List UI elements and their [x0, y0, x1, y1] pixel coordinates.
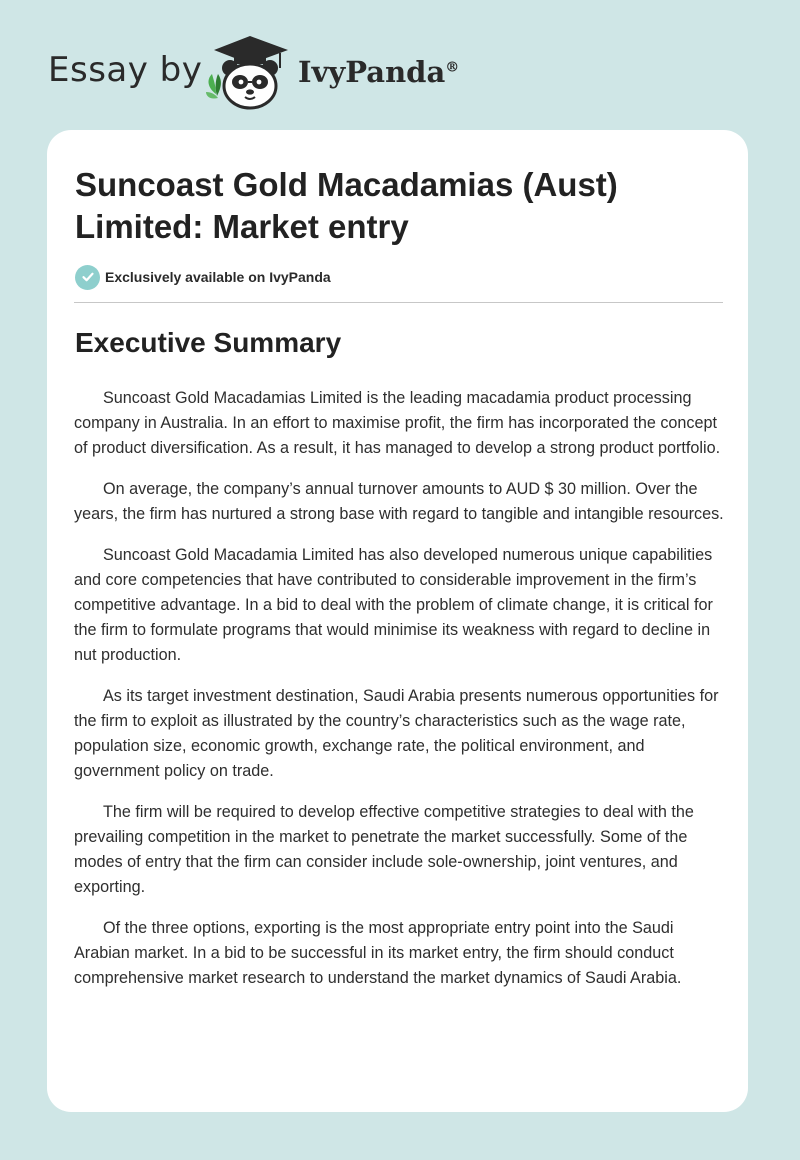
- essay-title: Suncoast Gold Macadamias (Aust) Limited: Market entry: [75, 166, 618, 245]
- registered-mark: ®: [445, 59, 460, 76]
- paragraph: The firm will be required to develop effective competitive strategies to deal with the prevailing competition in the market to penetrate the market successfully. Some of the modes of entry that the firm can consider include sole-ownership, joint ventures, and exporting.: [74, 803, 694, 896]
- paragraph: Of the three options, exporting is the most appropriate entry point into the Saudi Arabian market. In a bid to be successful in its market entry, the firm should conduct comprehensive market research to understand the market dynamics of Saudi Arabia.: [74, 919, 682, 987]
- section-heading: Executive Summary: [75, 327, 342, 358]
- brand-text: IvyPanda: [298, 55, 446, 89]
- essay-card: [47, 130, 748, 1112]
- essay-by-label: Essay by: [48, 50, 203, 90]
- paragraph: Suncoast Gold Macadamias Limited is the leading macadamia product processing company in Australia. In an effort to maximise profit, the firm has incorporated the concept of product diversification. As a result, it has managed to develop a strong product portfolio.: [74, 389, 721, 457]
- ivypanda-brand-name[interactable]: [298, 55, 459, 89]
- paragraph: As its target investment destination, Saudi Arabia presents numerous opportunities for the firm to exploit as illustrated by the country’s characteristics such as the wage rate, population size, economic growth, exchange rate, the political environment, and government policy on trade.: [74, 687, 719, 780]
- essay-body: [74, 386, 724, 1007]
- exclusive-badge: [75, 264, 331, 290]
- leaf-icon: [206, 74, 221, 99]
- check-circle-icon: [75, 265, 100, 290]
- panda-graduate-logo-icon[interactable]: [200, 34, 296, 110]
- paragraph: On average, the company’s annual turnover amounts to AUD $ 30 million. Over the years, the firm has nurtured a strong base with regard to tangible and intangible resources.: [74, 480, 724, 523]
- exclusive-badge-label: Exclusively available on IvyPanda: [105, 269, 331, 285]
- site-header: [0, 0, 800, 120]
- paragraph: Suncoast Gold Macadamia Limited has also developed numerous unique capabilities and core competencies that have contributed to considerable improvement in the firm’s competitive advantage. In a bid to deal with the problem of climate change, it is critical for the firm to formulate programs that would minimise its weakness with regard to decline in nut production.: [74, 546, 713, 664]
- title-divider: [74, 302, 723, 303]
